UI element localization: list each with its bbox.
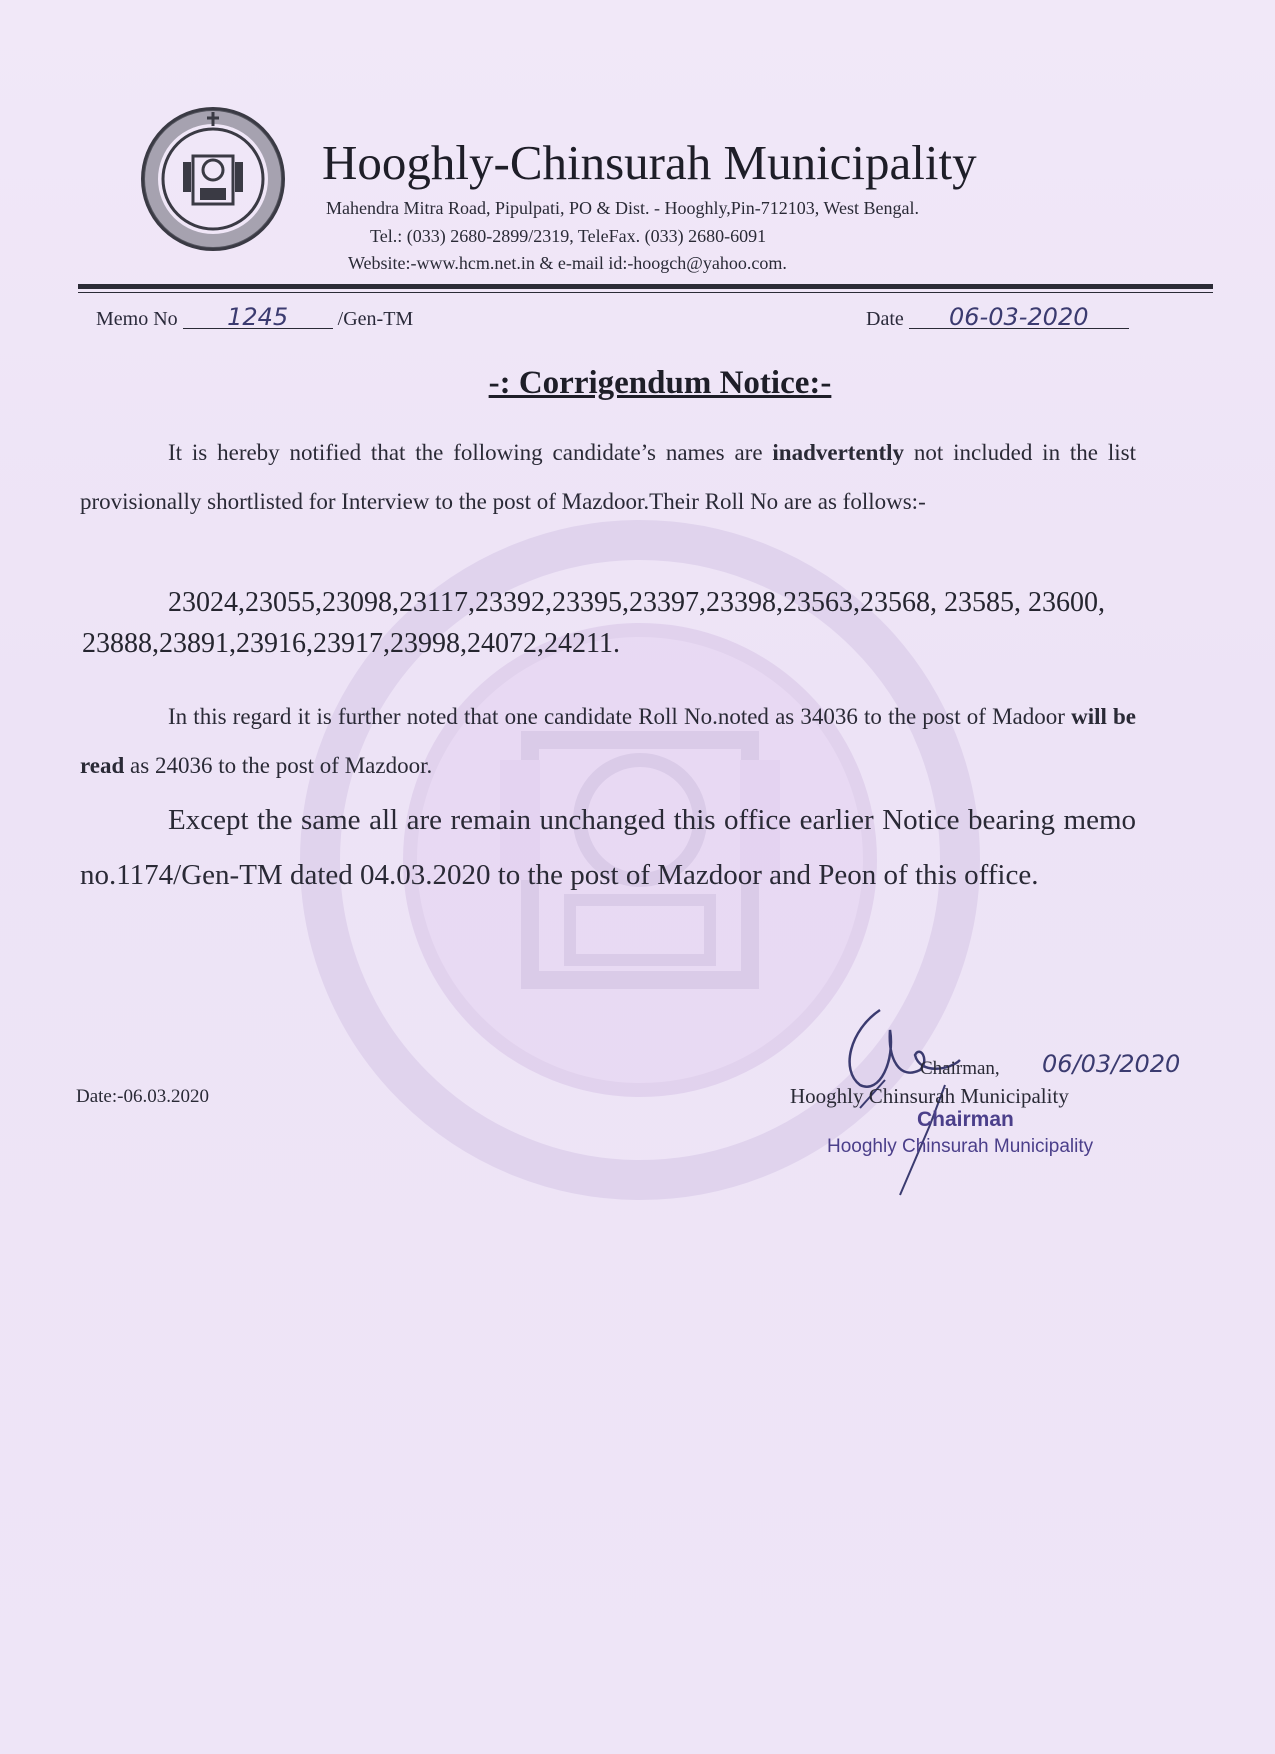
- signature-block: [780, 990, 1200, 1210]
- paragraph-closing: Except the same all are remain unchanged this office earlier Notice bearing memo no.1174/Gen-TM dated 04.03.2020 to the post of Mazdoor and Peon of this office.: [80, 804, 1136, 891]
- memo-date: 06-03-2020: [909, 306, 1129, 329]
- paragraph-text: not included in the list provisionally shortlisted for Interview to the post of Mazdoor.Their Roll No are as follows:-: [80, 440, 1136, 514]
- signature-date: 06/03/2020: [1042, 1050, 1181, 1078]
- paragraph-text: In this regard it is further noted that one candidate Roll No.noted as 34036 to the post of Madoor: [168, 704, 1072, 729]
- paragraph-intro: [80, 428, 1136, 526]
- header-divider: [78, 284, 1213, 289]
- date-label: Date: [866, 308, 904, 330]
- memo-label: Memo No: [96, 308, 178, 330]
- address-line: Mahendra Mitra Road, Pipulpati, PO & Dist. - Hooghly,Pin-712103, West Bengal.: [326, 198, 920, 218]
- memo-suffix: /Gen-TM: [337, 308, 414, 330]
- paragraph-text: as 24036 to the post of Mazdoor.: [124, 753, 433, 778]
- bold-text: inadvertently: [772, 440, 905, 465]
- memo-number: 1245: [183, 306, 333, 329]
- municipality-logo-icon: [138, 104, 288, 254]
- paragraph-correction: [80, 692, 1136, 790]
- memo-date-field: [866, 303, 1129, 331]
- bold-text: will be read: [80, 704, 1137, 778]
- notice-title: -: Corrigendum Notice:-: [488, 365, 832, 401]
- organization-name: Hooghly-Chinsurah Municipality: [322, 135, 977, 190]
- paragraph-text: It is hereby notified that the following candidate’s names are: [168, 440, 773, 465]
- stamp-org: Hooghly Chinsurah Municipality: [827, 1136, 1094, 1157]
- header-divider-thin: [78, 292, 1213, 293]
- signatory-org: Hooghly Chinsurah Municipality: [790, 1084, 1069, 1108]
- website-email-line: Website:-www.hcm.net.in & e-mail id:-hoogch@yahoo.com.: [348, 253, 787, 273]
- footer-date: Date:-06.03.2020: [76, 1086, 209, 1107]
- phone-line: Tel.: (033) 2680-2899/2319, TeleFax. (033) 2680-6091: [370, 226, 767, 246]
- signatory-title: Chairman,: [920, 1058, 1000, 1079]
- roll-number-list: 23024,23055,23098,23117,23392,23395,23397,23398,23563,23568, 23585, 23600, 23888,23891,23916,23917,23998,24072,24211.: [82, 587, 1105, 659]
- memo-number-field: [96, 303, 414, 331]
- stamp-title: Chairman: [917, 1108, 1014, 1131]
